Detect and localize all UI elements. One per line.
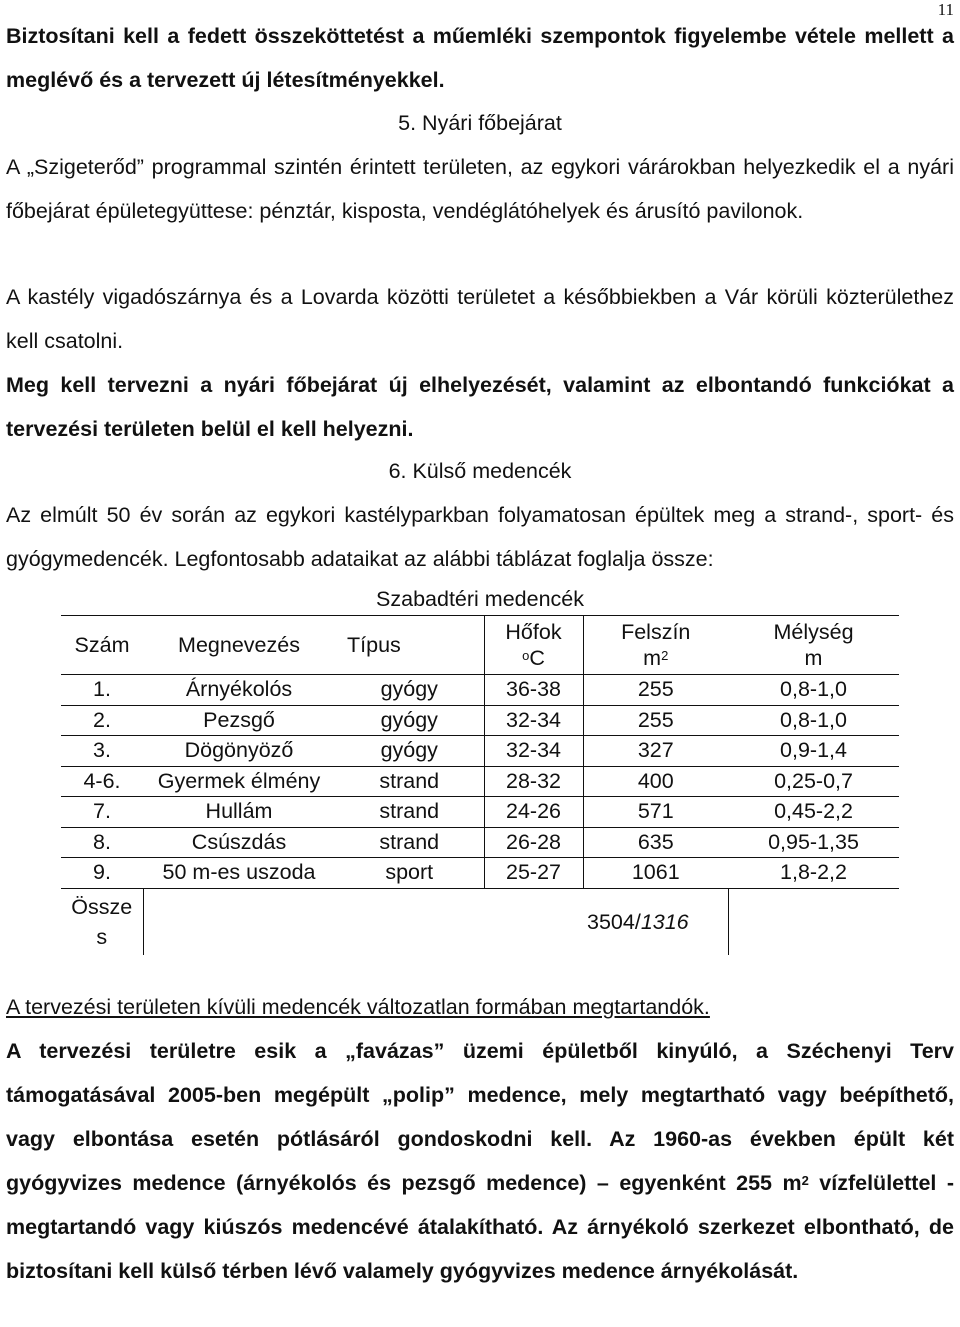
cell-szam: 1. [61,675,143,706]
section-heading-outdoor-pools: 6. Külső medencék [388,459,572,483]
table-row [61,797,899,828]
table-row [61,858,899,889]
cell-felszin: 255 [583,675,728,706]
cell-nev: Gyermek élmény [143,766,335,797]
cell-nev: Árnyékolós [143,675,335,706]
cell-melyseg: 0,9-1,4 [728,736,899,767]
cell-hofok: 25-27 [484,858,583,889]
header-megnevezes: Megnevezés [143,616,335,675]
paragraph-outside-pools: A tervezési területen kívüli medencék változatlan formában megtartandók. [6,995,710,1019]
table-header-row [61,616,899,675]
cell-tipus: strand [335,766,484,797]
cell-hofok: 32-34 [484,736,583,767]
table-row [61,705,899,736]
paragraph-summer-entrance: A „Szigeterőd” programmal szintén érintett területen, az egykori várárokban helyezkedik el a nyári főbejárat épületegyüttese: pénztár, kisposta, vendéglátóhelyek és árusító pavilonok. [6,155,954,223]
cell-felszin: 327 [583,736,728,767]
cell-tipus: gyógy [335,705,484,736]
table-row [61,675,899,706]
cell-nev: Dögönyöző [143,736,335,767]
cell-szam: 7. [61,797,143,828]
header-felszin-unit: m [643,646,662,670]
sum-value-italic: 1316 [640,909,689,934]
cell-nev: 50 m-es uszoda [143,858,335,889]
header-felszin [583,616,728,675]
cell-hofok: 36-38 [484,675,583,706]
cell-hofok: 24-26 [484,797,583,828]
cell-tipus: strand [335,797,484,828]
cell-szam: 8. [61,827,143,858]
sum-label-line2: s [96,924,108,949]
paragraph-polip-pool-part2: vízfelülettel - megtartandó vagy kiúszós medencévé átalakítható. Az árnyékoló szerkezet elbontható, de biztosítani kell külső térben lévő valamely gyógyvizes medence árnyékolását. [6,1171,954,1283]
cell-felszin: 571 [583,797,728,828]
cell-felszin: 635 [583,827,728,858]
cell-hofok: 26-28 [484,827,583,858]
header-hofok-unit: C [529,646,545,670]
cell-szam: 9. [61,858,143,889]
cell-melyseg: 1,8-2,2 [728,858,899,889]
header-melyseg [728,616,899,675]
cell-nev: Hullám [143,797,335,828]
paragraph-pools-intro: Az elmúlt 50 év során az egykori kastélyparkban folyamatosan épültek meg a strand-, sport- és gyógymedencék. Legfontosabb adataikat az alábbi táblázat foglalja össze: [6,503,954,571]
table-row [61,766,899,797]
paragraph-castle-wing: A kastély vigadószárnya és a Lovarda közötti területet a későbbiekben a Vár körüli közterülethez kell csatolni. [6,285,954,353]
cell-nev: Csúszdás [143,827,335,858]
cell-melyseg: 0,8-1,0 [728,705,899,736]
cell-sum-label [61,888,143,955]
header-melyseg-line2: m [804,646,823,670]
cell-sum-value [583,888,728,955]
cell-szam: 2. [61,705,143,736]
cell-tipus: gyógy [335,736,484,767]
table-row [61,736,899,767]
header-felszin-line2 [584,645,729,671]
cell-felszin: 255 [583,705,728,736]
cell-tipus: sport [335,858,484,889]
sum-label-line1: Össze [71,894,133,919]
table-sum-row [61,888,899,955]
cell-hofok: 28-32 [484,766,583,797]
table-row [61,827,899,858]
cell-szam: 3. [61,736,143,767]
paragraph-connection: Biztosítani kell a fedett összeköttetést a műemléki szempontok figyelembe vétele mellett a meglévő és a tervezett új létesítményekkel. [6,24,954,92]
table-title: Szabadtéri medencék [61,583,899,616]
cell-nev: Pezsgő [143,705,335,736]
paragraph-polip-pool [6,1029,954,1293]
superscript-2: 2 [801,1173,809,1188]
cell-tipus: gyógy [335,675,484,706]
header-melyseg-line1: Mélység [773,620,854,644]
header-hofok [484,616,583,675]
header-felszin-line1: Felszín [621,620,691,644]
cell-melyseg: 0,45-2,2 [728,797,899,828]
header-tipus: Típus [335,616,484,675]
header-hofok-line2 [485,645,583,671]
header-hofok-line1: Hőfok [505,620,562,644]
header-szam: Szám [61,616,143,675]
cell-felszin: 400 [583,766,728,797]
cell-tipus: strand [335,827,484,858]
sum-value: 3504/ [587,909,641,934]
section-heading-summer-entrance: 5. Nyári főbejárat [398,111,562,135]
paragraph-polip-pool-part1: A tervezési területre esik a „favázas” üzemi épületből kinyúló, a Széchenyi Terv támogatásával 2005-ben megépült „polip” medence, mely megtartható vagy beépíthető, vagy elbontása esetén pótlásáról gondoskodni kell. Az 1960-as években épült két gyógyvizes medence (árnyékolós és pezsgő medence) – egyenként 255 m [6,1039,954,1195]
page-number: 11 [937,0,954,19]
cell-hofok: 32-34 [484,705,583,736]
table-title-row [61,583,899,616]
degree-sign: o [522,648,530,663]
pool-table [61,583,899,955]
cell-szam: 4-6. [61,766,143,797]
header-felszin-sup: 2 [661,648,669,663]
cell-melyseg: 0,95-1,35 [728,827,899,858]
paragraph-relocation: Meg kell tervezni a nyári főbejárat új elhelyezését, valamint az elbontandó funkciókat a tervezési területen belül el kell helyezni. [6,373,954,441]
cell-melyseg: 0,8-1,0 [728,675,899,706]
cell-melyseg: 0,25-0,7 [728,766,899,797]
cell-felszin: 1061 [583,858,728,889]
